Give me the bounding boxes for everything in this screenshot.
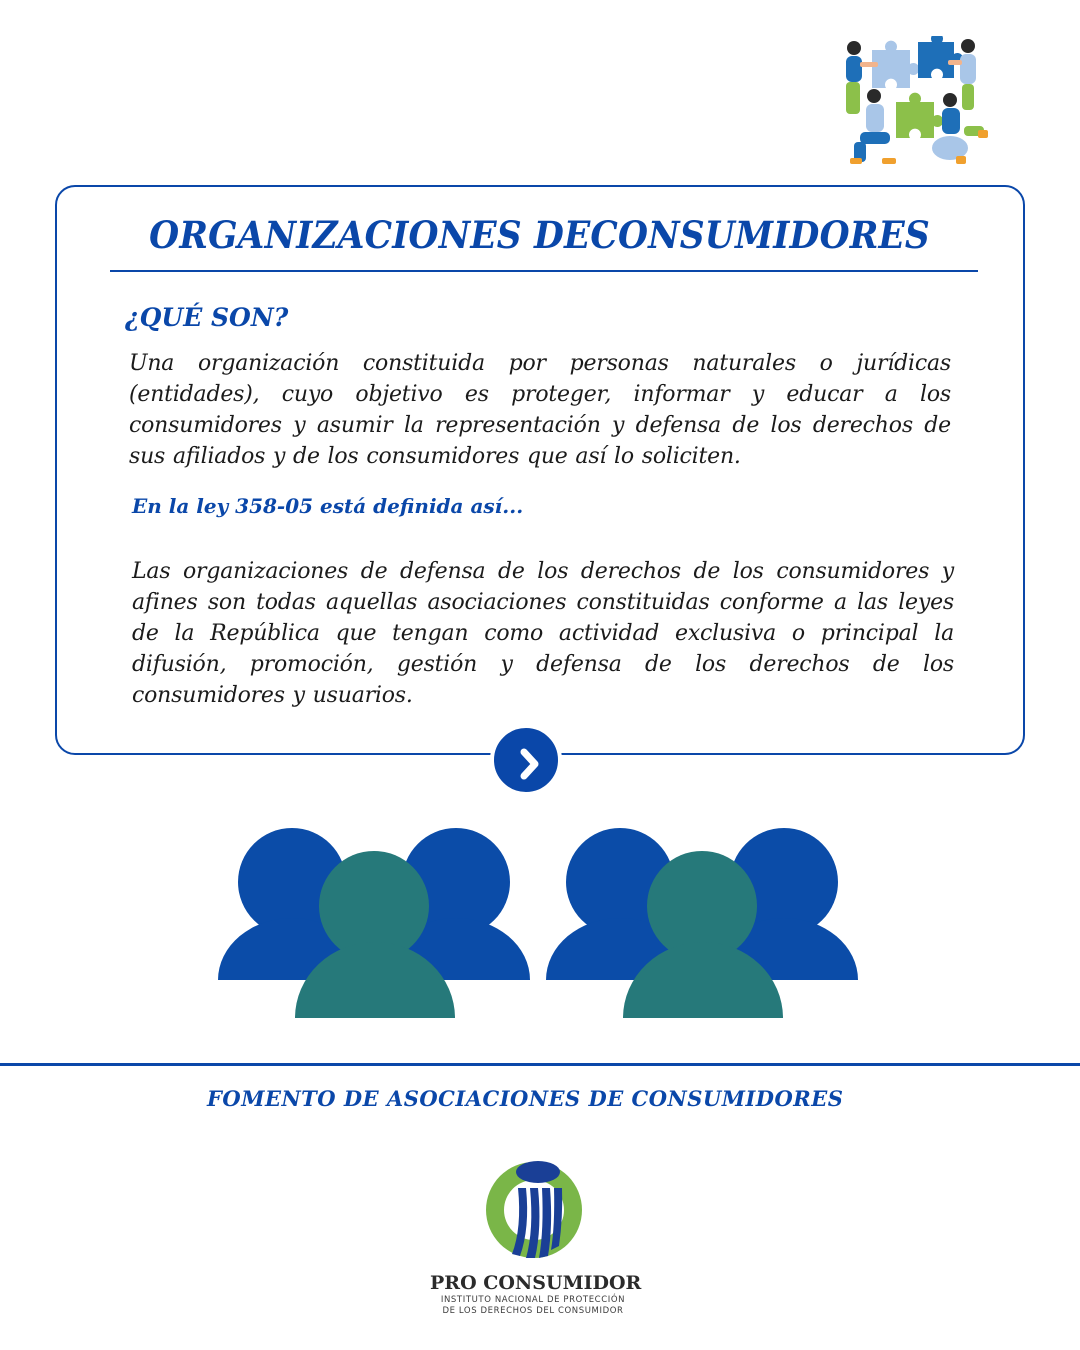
law-definition-paragraph: Las organizaciones de defensa de los derechos de los consumidores y afines son todas aquellas asociaciones constituidas conforme a las leyes de la República que tengan como actividad exclusiva o principal la difusión, promoción, gestión y defensa de los derechos de los consumidores y usuarios.: [132, 559, 954, 708]
pro-consumidor-logo: [482, 1158, 586, 1262]
law-intro-heading: En la ley 358-05 está definida así...: [132, 494, 524, 518]
brand-name: PRO CONSUMIDOR: [430, 1272, 642, 1294]
footer-title: FOMENTO DE ASOCIACIONES DE CONSUMIDORES: [207, 1086, 844, 1111]
footer-divider: [0, 1063, 1080, 1066]
title-divider: [110, 270, 978, 272]
people-group-icon: [200, 820, 880, 1030]
brand-subtitle-line1: INSTITUTO NACIONAL DE PROTECCIÓN: [440, 1295, 626, 1305]
brand-subtitle-line2: DE LOS DERECHOS DEL CONSUMIDOR: [442, 1306, 624, 1316]
definition-paragraph: Una organización constituida por personas naturales o jurídicas (entidades), cuyo objetivo es proteger, informar y educar a los consumidores y asumir la representación y defensa de los derechos de sus afiliados y de los consumidores que así lo soliciten.: [129, 351, 951, 469]
page-title: ORGANIZACIONES DECONSUMIDORES: [149, 213, 930, 257]
team-puzzle-illustration: [838, 36, 994, 170]
chevron-right-icon: [494, 728, 566, 800]
what-are-they-heading: ¿QUÉ SON?: [125, 303, 289, 332]
next-button[interactable]: [490, 724, 562, 796]
